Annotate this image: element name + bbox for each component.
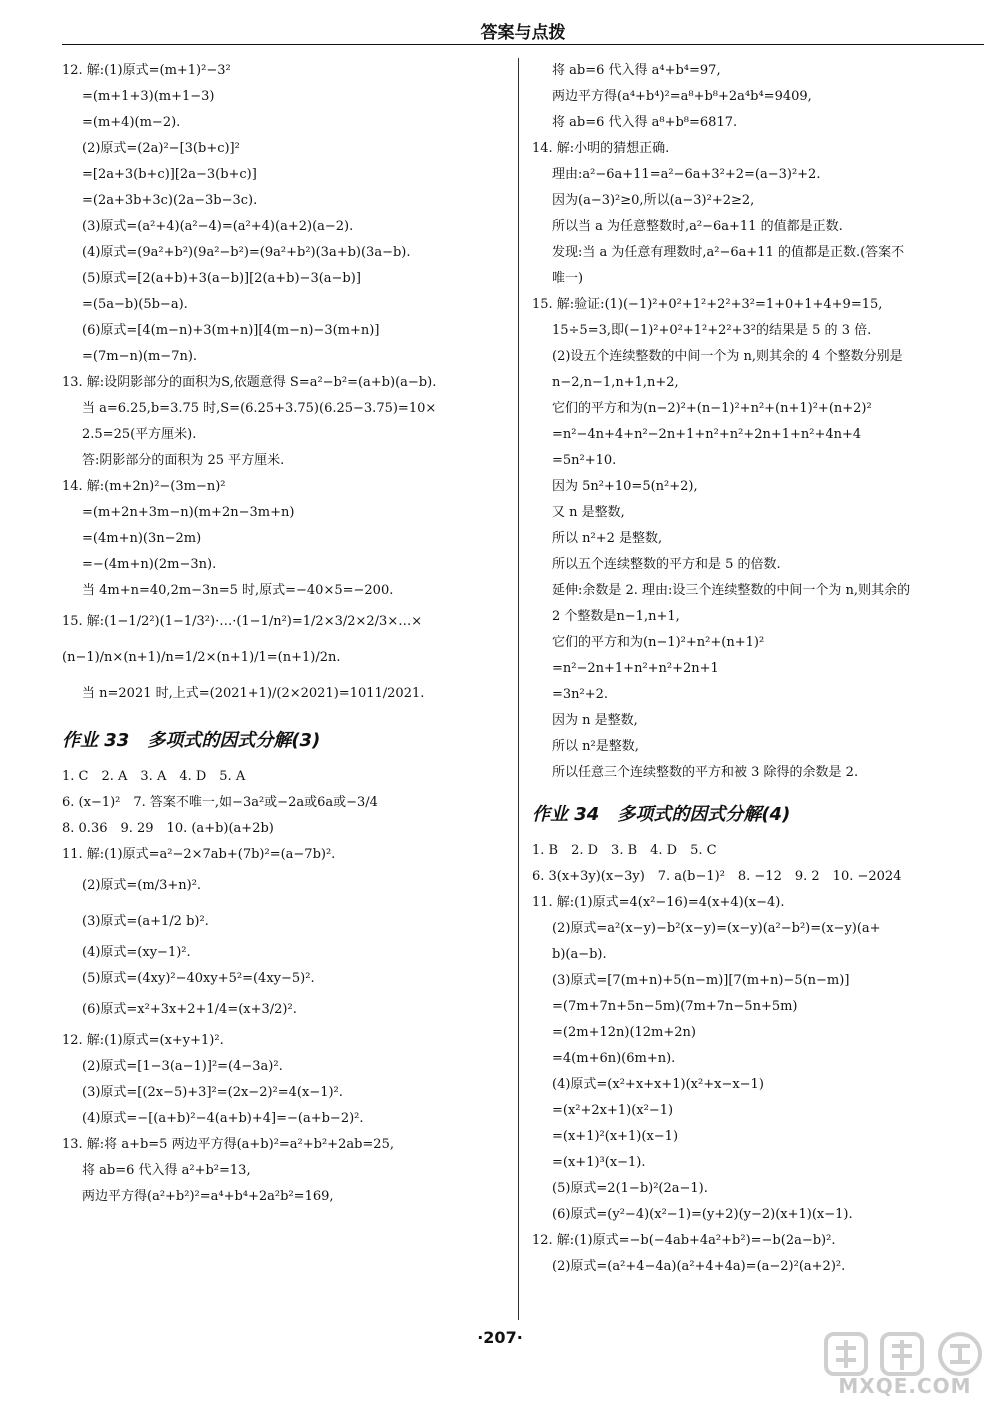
text-line: 8. 0.36 9. 29 10. (a+b)(a+2b) [62,821,274,836]
text-line: (4)原式=(x²+x+x+1)(x²+x−x−1) [552,1077,764,1092]
header-rule [62,44,984,45]
text-line: =(m+1+3)(m+1−3) [82,89,215,104]
text-line: 唯一) [552,271,584,286]
text-line: (2)原式=(a²+4−4a)(a²+4+4a)=(a−2)²(a+2)². [552,1259,846,1274]
column-divider [518,58,519,1320]
section-heading: 作业 34 多项式的因式分解(4) [532,804,791,825]
watermark-logo [820,1330,990,1406]
watermark-logo-icon [820,1330,990,1378]
text-line: 13. 解:设阴影部分的面积为S,依题意得 S=a²−b²=(a+b)(a−b). [62,375,437,390]
text-line: (5)原式=(4xy)²−40xy+5²=(4xy−5)². [82,971,315,986]
text-line: =(4m+n)(3n−2m) [82,531,202,546]
text-line: =n²−4n+4+n²−2n+1+n²+n²+2n+1+n²+4n+4 [552,427,862,442]
text-line: 所以五个连续整数的平方和是 5 的倍数. [552,557,781,572]
text-line: 12. 解:(1)原式=(x+y+1)². [62,1033,224,1048]
text-line: =(5a−b)(5b−a). [82,297,188,312]
text-line: 14. 解:(m+2n)²−(3m−n)² [62,479,226,494]
text-line: 当 n=2021 时,上式=(2021+1)/(2×2021)=1011/2021. [82,686,425,701]
text-line: =(m+2n+3m−n)(m+2n−3m+n) [82,505,295,520]
text-line: 所以任意三个连续整数的平方和被 3 除得的余数是 2. [552,765,859,780]
text-line: 它们的平方和为(n−1)²+n²+(n+1)² [552,635,765,650]
page-header: 答案与点拨 [480,23,566,43]
text-line: (6)原式=x²+3x+2+1/4=(x+3/2)². [82,1002,297,1017]
text-line: =(2m+12n)(12m+2n) [552,1025,696,1040]
text-line: n−2,n−1,n+1,n+2, [552,375,679,390]
page-number: ·207· [477,1328,523,1347]
text-line: =(x²+2x+1)(x²−1) [552,1103,674,1118]
text-line: 所以 n²+2 是整数, [552,531,663,546]
text-line: =5n²+10. [552,453,617,468]
text-line: (3)原式=(a²+4)(a²−4)=(a²+4)(a+2)(a−2). [82,219,354,234]
text-line: 2.5=25(平方厘米). [82,427,197,442]
text-line: 当 4m+n=40,2m−3n=5 时,原式=−40×5=−200. [82,583,394,598]
text-line: 2 个整数是n−1,n+1, [552,609,680,624]
text-line: =−(4m+n)(2m−3n). [82,557,217,572]
text-line: 6. 3(x+3y)(x−3y) 7. a(b−1)² 8. −12 9. 2 10. −2024 [532,869,902,884]
text-line: (3)原式=[(2x−5)+3]²=(2x−2)²=4(x−1)². [82,1085,343,1100]
text-line: (5)原式=2(1−b)²(2a−1). [552,1181,708,1196]
text-line: =(x+1)³(x−1). [552,1155,646,1170]
section-heading: 作业 33 多项式的因式分解(3) [62,730,321,751]
text-line: 它们的平方和为(n−2)²+(n−1)²+n²+(n+1)²+(n+2)² [552,401,872,416]
text-line: 6. (x−1)² 7. 答案不唯一,如−3a²或−2a或6a或−3/4 [62,795,378,810]
text-line: 13. 解:将 a+b=5 两边平方得(a+b)²=a²+b²+2ab=25, [62,1137,394,1152]
text-line: (2)原式=(2a)²−[3(b+c)]² [82,141,240,156]
text-line: 15. 解:(1−1/2²)(1−1/3²)·…·(1−1/n²)=1/2×3/2×2/3×…× [62,614,423,629]
text-line: 12. 解:(1)原式=(m+1)²−3² [62,63,231,78]
text-line: 两边平方得(a²+b²)²=a⁴+b⁴+2a²b²=169, [82,1189,334,1204]
text-line: (n−1)/n×(n+1)/n=1/2×(n+1)/1=(n+1)/2n. [62,650,341,665]
text-line: 所以当 a 为任意整数时,a²−6a+11 的值都是正数. [552,219,843,234]
text-line: 发现:当 a 为任意有理数时,a²−6a+11 的值都是正数.(答案不 [552,245,905,260]
text-line: (6)原式=(y²−4)(x²−1)=(y+2)(y−2)(x+1)(x−1). [552,1207,853,1222]
text-line: (4)原式=−[(a+b)²−4(a+b)+4]=−(a+b−2)². [82,1111,364,1126]
text-line: 因为 n 是整数, [552,713,638,728]
text-line: =(x+1)²(x+1)(x−1) [552,1129,679,1144]
text-line: 理由:a²−6a+11=a²−6a+3²+2=(a−3)²+2. [552,167,821,182]
text-line: (2)设五个连续整数的中间一个为 n,则其余的 4 个整数分别是 [552,349,903,364]
watermark-text: MXQE.COM [838,1374,972,1398]
text-line: 12. 解:(1)原式=−b(−4ab+4a²+b²)=−b(2a−b)². [532,1233,836,1248]
text-line: 因为 5n²+10=5(n²+2), [552,479,698,494]
text-line: 又 n 是整数, [552,505,625,520]
text-line: 因为(a−3)²≥0,所以(a−3)²+2≥2, [552,193,755,208]
right-column [532,58,984,1280]
text-line: (6)原式=[4(m−n)+3(m+n)][4(m−n)−3(m+n)] [82,323,380,338]
text-line: 1. B 2. D 3. B 4. D 5. C [532,843,717,858]
text-line: 答:阴影部分的面积为 25 平方厘米. [82,453,285,468]
text-line: (3)原式=[7(m+n)+5(n−m)][7(m+n)−5(n−m)] [552,973,850,988]
text-line: =n²−2n+1+n²+n²+2n+1 [552,661,719,676]
text-line: =[2a+3(b+c)][2a−3(b+c)] [82,167,257,182]
text-line: 1. C 2. A 3. A 4. D 5. A [62,769,246,784]
text-line: 当 a=6.25,b=3.75 时,S=(6.25+3.75)(6.25−3.75)=10× [82,401,437,416]
text-line: b)(a−b). [552,947,607,962]
text-line: 15÷5=3,即(−1)²+0²+1²+2²+3²的结果是 5 的 3 倍. [552,323,872,338]
text-line: (2)原式=(m/3+n)². [82,878,202,893]
text-line: =(7m−n)(m−7n). [82,349,198,364]
text-line: 15. 解:验证:(1)(−1)²+0²+1²+2²+3²=1+0+1+4+9=15, [532,297,883,312]
text-line: =(7m+7n+5n−5m)(7m+7n−5n+5m) [552,999,798,1014]
text-line: 将 ab=6 代入得 a²+b²=13, [82,1163,251,1178]
text-line: 两边平方得(a⁴+b⁴)²=a⁸+b⁸+2a⁴b⁴=9409, [552,89,812,104]
text-line: (2)原式=[1−3(a−1)]²=(4−3a)². [82,1059,283,1074]
text-line: (4)原式=(9a²+b²)(9a²−b²)=(9a²+b²)(3a+b)(3a−b). [82,245,411,260]
text-line: =3n²+2. [552,687,609,702]
text-line: 11. 解:(1)原式=4(x²−16)=4(x+4)(x−4). [532,895,785,910]
text-line: =(m+4)(m−2). [82,115,181,130]
text-line: (5)原式=[2(a+b)+3(a−b)][2(a+b)−3(a−b)] [82,271,361,286]
left-column [62,58,510,1210]
text-line: (4)原式=(xy−1)². [82,945,191,960]
text-line: 将 ab=6 代入得 a⁴+b⁴=97, [552,63,721,78]
text-line: (3)原式=(a+1/2 b)². [82,914,209,929]
text-line: =4(m+6n)(6m+n). [552,1051,676,1066]
text-line: 14. 解:小明的猜想正确. [532,141,670,156]
text-line: (2)原式=a²(x−y)−b²(x−y)=(x−y)(a²−b²)=(x−y)(a+ [552,921,881,936]
text-line: 11. 解:(1)原式=a²−2×7ab+(7b)²=(a−7b)². [62,847,336,862]
text-line: 所以 n²是整数, [552,739,639,754]
text-line: 将 ab=6 代入得 a⁸+b⁸=6817. [552,115,738,130]
text-line: =(2a+3b+3c)(2a−3b−3c). [82,193,258,208]
text-line: 延伸:余数是 2. 理由:设三个连续整数的中间一个为 n,则其余的 [552,583,911,598]
